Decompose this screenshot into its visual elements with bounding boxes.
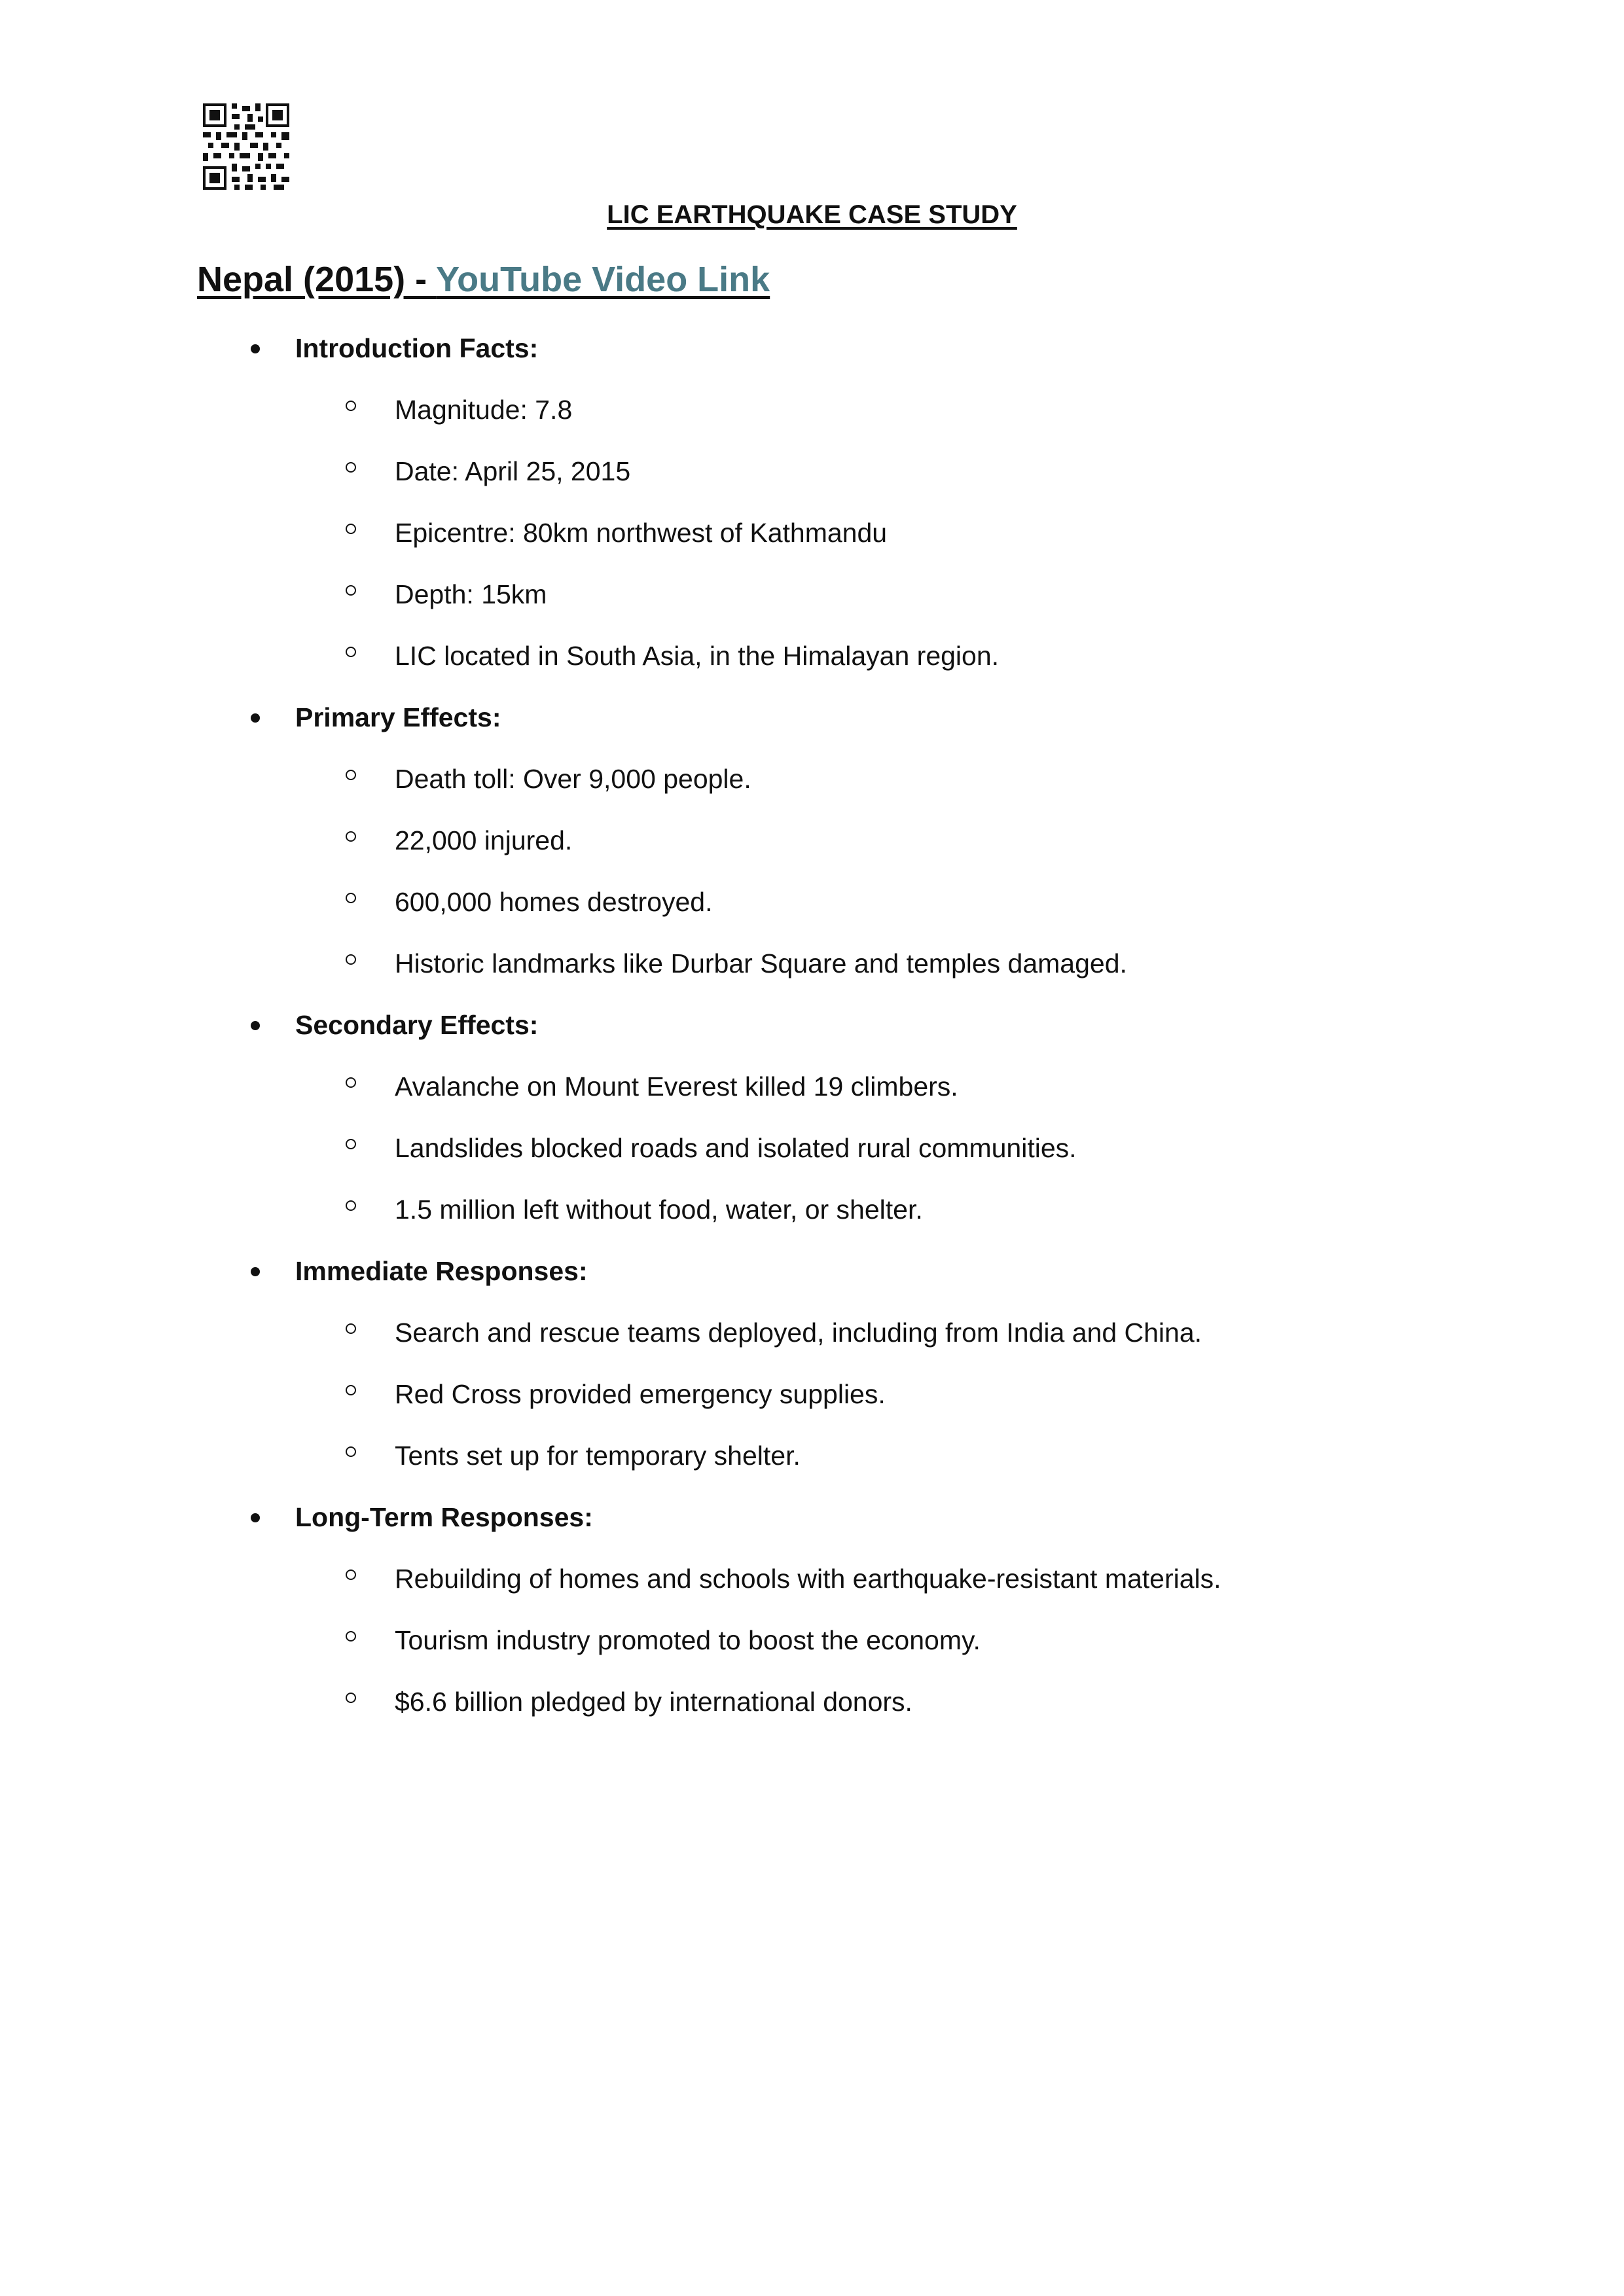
list-item [0,391,1624,453]
list-item [0,1560,1624,1622]
list-item-text: 600,000 homes destroyed. [395,887,713,917]
list-item-text: Tents set up for temporary shelter. [395,1441,801,1471]
hollow-bullet-icon [346,1385,356,1395]
list-item [0,761,1624,822]
bullet-icon [251,1021,260,1030]
youtube-video-link[interactable]: YouTube Video Link [436,260,770,299]
qr-code-icon [203,103,289,190]
section-heading [0,1499,1624,1560]
hollow-bullet-icon [346,1631,356,1641]
list-item-text: Tourism industry promoted to boost the economy. [395,1625,981,1655]
section-heading-label: Immediate Responses: [295,1256,588,1286]
section-heading [0,330,1624,391]
hollow-bullet-icon [346,462,356,473]
list-item-text: Avalanche on Mount Everest killed 19 climbers. [395,1071,958,1102]
bullet-icon [251,344,260,353]
sections-list [0,330,1624,1745]
bullet-icon [251,713,260,723]
list-item [0,1191,1624,1253]
list-item-text: Historic landmarks like Durbar Square and temples damaged. [395,948,1127,978]
list-item [0,1130,1624,1191]
list-item-text: $6.6 billion pledged by international donors. [395,1687,912,1717]
list-item [0,1376,1624,1437]
list-item-text: Magnitude: 7.8 [395,395,573,425]
list-item [0,576,1624,637]
list-item [0,637,1624,699]
hollow-bullet-icon [346,1077,356,1088]
list-item [0,822,1624,884]
list-item-text: Rebuilding of homes and schools with earthquake-resistant materials. [395,1564,1221,1594]
list-item-text: 22,000 injured. [395,825,573,855]
section-heading [0,699,1624,761]
section-heading [0,1253,1624,1314]
hollow-bullet-icon [346,893,356,903]
list-item-text: Date: April 25, 2015 [395,456,631,486]
list-item-text: Red Cross provided emergency supplies. [395,1379,886,1409]
list-item [0,945,1624,1007]
list-item-text: Landslides blocked roads and isolated rural communities. [395,1133,1077,1163]
list-item [0,514,1624,576]
list-item [0,453,1624,514]
bullet-icon [251,1513,260,1522]
hollow-bullet-icon [346,1446,356,1457]
hollow-bullet-icon [346,1200,356,1211]
list-item [0,1314,1624,1376]
list-item-text: Search and rescue teams deployed, including from India and China. [395,1318,1202,1348]
section-heading-label: Secondary Effects: [295,1010,539,1040]
section-heading [0,1007,1624,1068]
case-study-heading [197,259,770,300]
list-item [0,884,1624,945]
list-item-text: 1.5 million left without food, water, or shelter. [395,1194,923,1225]
hollow-bullet-icon [346,647,356,657]
hollow-bullet-icon [346,524,356,534]
list-item [0,1622,1624,1683]
section-heading-label: Introduction Facts: [295,333,539,363]
heading-prefix: Nepal (2015) - [197,260,437,299]
list-item-text: Depth: 15km [395,579,547,609]
document-title: LIC EARTHQUAKE CASE STUDY [607,200,1017,229]
hollow-bullet-icon [346,1139,356,1149]
hollow-bullet-icon [346,831,356,842]
list-item-text: Death toll: Over 9,000 people. [395,764,751,794]
bullet-icon [251,1267,260,1276]
hollow-bullet-icon [346,401,356,411]
hollow-bullet-icon [346,585,356,596]
list-item-text: LIC located in South Asia, in the Himalayan region. [395,641,1000,671]
hollow-bullet-icon [346,770,356,780]
hollow-bullet-icon [346,1570,356,1580]
list-item-text: Epicentre: 80km northwest of Kathmandu [395,518,888,548]
hollow-bullet-icon [346,1323,356,1334]
list-item [0,1437,1624,1499]
section-heading-label: Long-Term Responses: [295,1502,593,1532]
section-heading-label: Primary Effects: [295,702,501,732]
list-item [0,1068,1624,1130]
hollow-bullet-icon [346,954,356,965]
list-item [0,1683,1624,1745]
hollow-bullet-icon [346,1693,356,1703]
